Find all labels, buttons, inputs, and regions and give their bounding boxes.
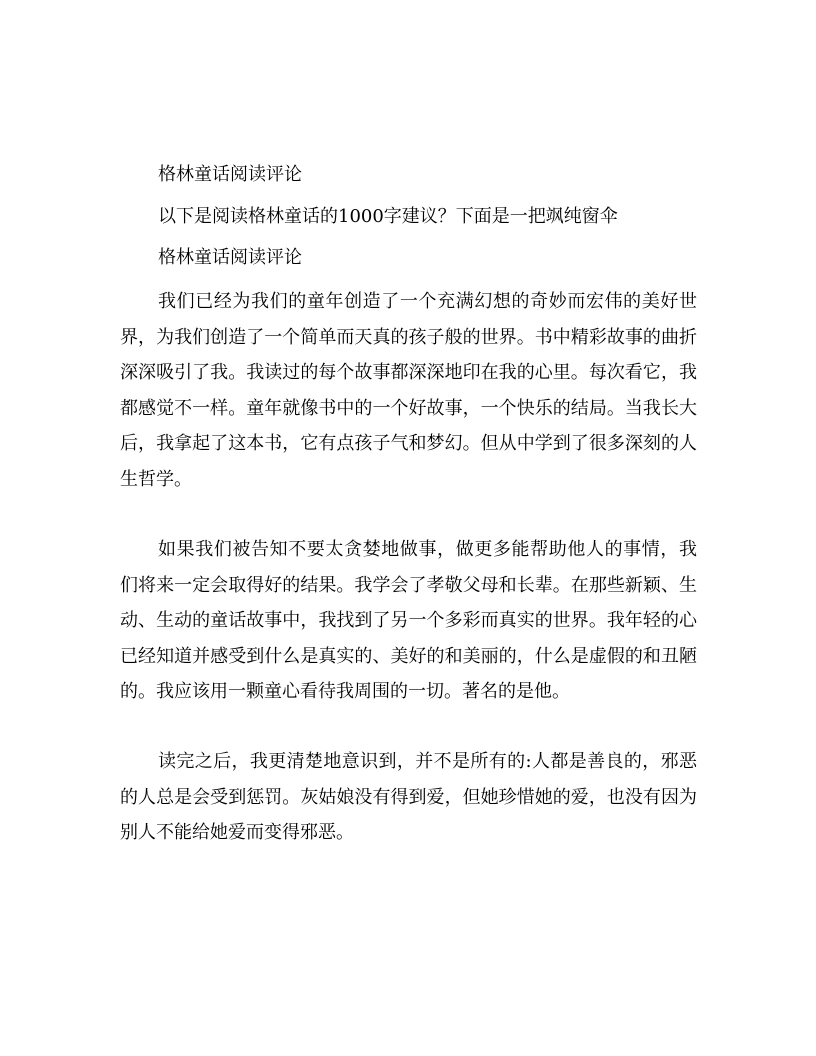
paragraph-3: 读完之后，我更清楚地意识到，并不是所有的:人都是善良的，邪恶的人总是会受到惩罚。灰姑娘没有得到爱，但她珍惜她的爱，也没有因为别人不能给她爱而变得邪恶。 (120, 751, 697, 844)
paragraph-1: 我们已经为我们的童年创造了一个充满幻想的奇妙而宏伟的美好世界，为我们创造了一个简单而天真的孩子般的世界。书中精彩故事的曲折深深吸引了我。我读过的每个故事都深深地印在我的心里。每次看它，我都感觉不一样。童年就像书中的一个好故事，一个快乐的结局。当我长大后，我拿起了这本书，它有点孩子气和梦幻。但从中学到了很多深刻的人生哲学。 (120, 291, 697, 490)
document-subtitle: 格林童话阅读评论 (158, 247, 302, 268)
intro-line: 以下是阅读格林童话的1000字建议？下面是一把飒纯窗伞 (158, 206, 618, 227)
document-title: 格林童话阅读评论 (158, 164, 302, 185)
paragraph-2: 如果我们被告知不要太贪婪地做事，做更多能帮助他人的事情，我们将来一定会取得好的结果。我学会了孝敬父母和长辈。在那些新颖、生动、生动的童话故事中，我找到了另一个多彩而真实的世界。我年轻的心已经知道并感受到什么是真实的、美好的和美丽的，什么是虚假的和丑陋的。我应该用一颗童心看待我周围的一切。著名的是他。 (120, 539, 697, 703)
